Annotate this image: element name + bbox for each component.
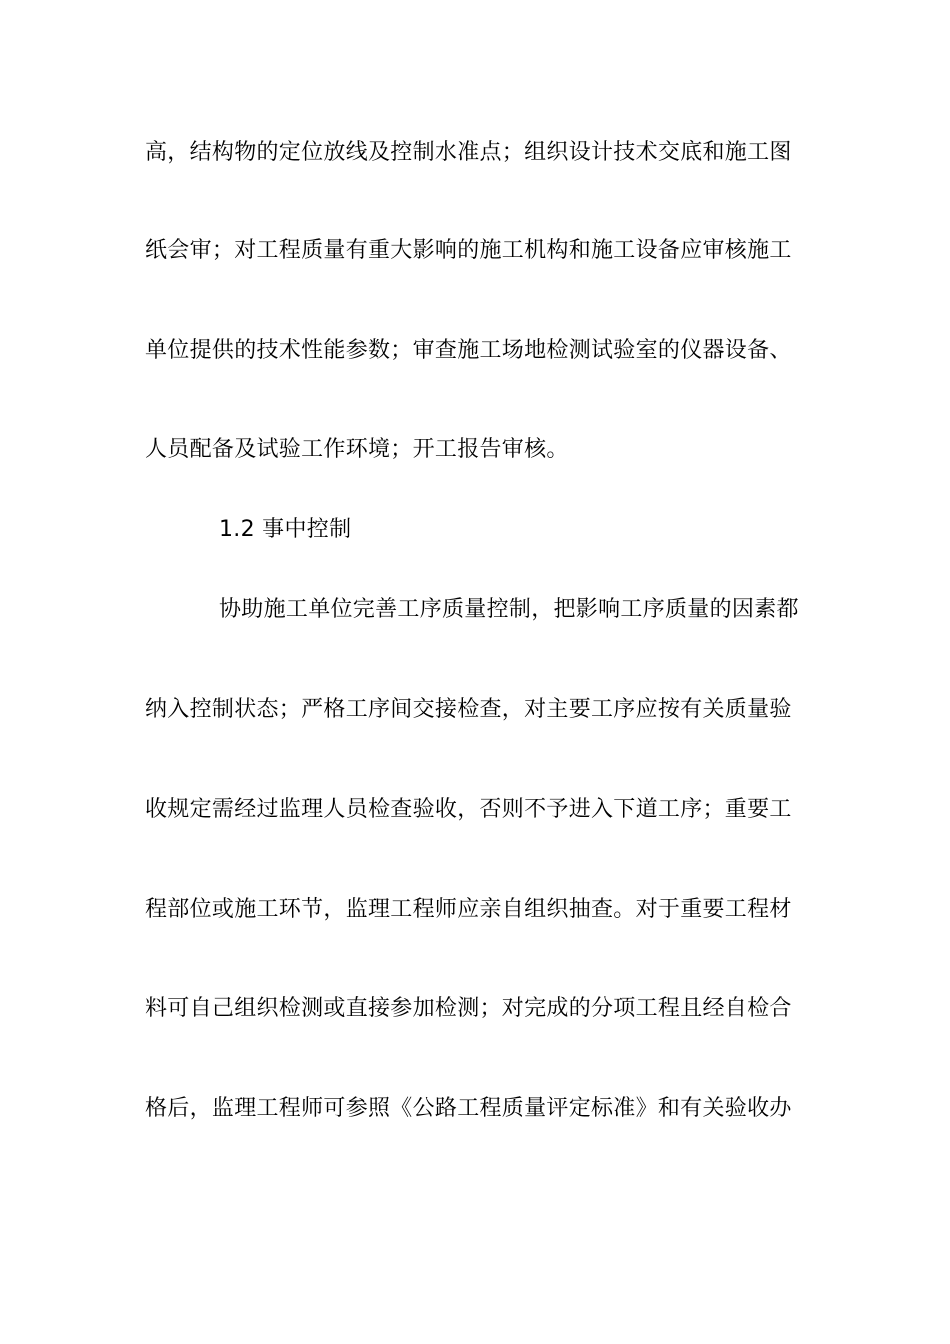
paragraph-line-1: 高，结构物的定位放线及控制水准点；组织设计技术交底和施工图 (145, 140, 792, 165)
section-heading: 1.2 事中控制 (219, 517, 352, 542)
paragraph-line-7: 收规定需经过监理人员检查验收，否则不予进入下道工序；重要工 (145, 797, 792, 822)
paragraph-line-4: 人员配备及试验工作环境；开工报告审核。 (145, 437, 569, 462)
paragraph-line-8: 程部位或施工环节，监理工程师应亲自组织抽查。对于重要工程材 (145, 897, 792, 922)
paragraph-line-10: 格后，监理工程师可参照《公路工程质量评定标准》和有关验收办 (145, 1096, 792, 1121)
paragraph-line-3: 单位提供的技术性能参数；审查施工场地检测试验室的仪器设备、 (145, 338, 792, 363)
paragraph-line-9: 料可自己组织检测或直接参加检测；对完成的分项工程且经自检合 (145, 996, 792, 1021)
paragraph-line-6: 纳入控制状态；严格工序间交接检查，对主要工序应按有关质量验 (145, 697, 792, 722)
paragraph-line-2: 纸会审；对工程质量有重大影响的施工机构和施工设备应审核施工 (145, 238, 792, 263)
paragraph-line-5: 协助施工单位完善工序质量控制，把影响工序质量的因素都 (219, 597, 799, 622)
